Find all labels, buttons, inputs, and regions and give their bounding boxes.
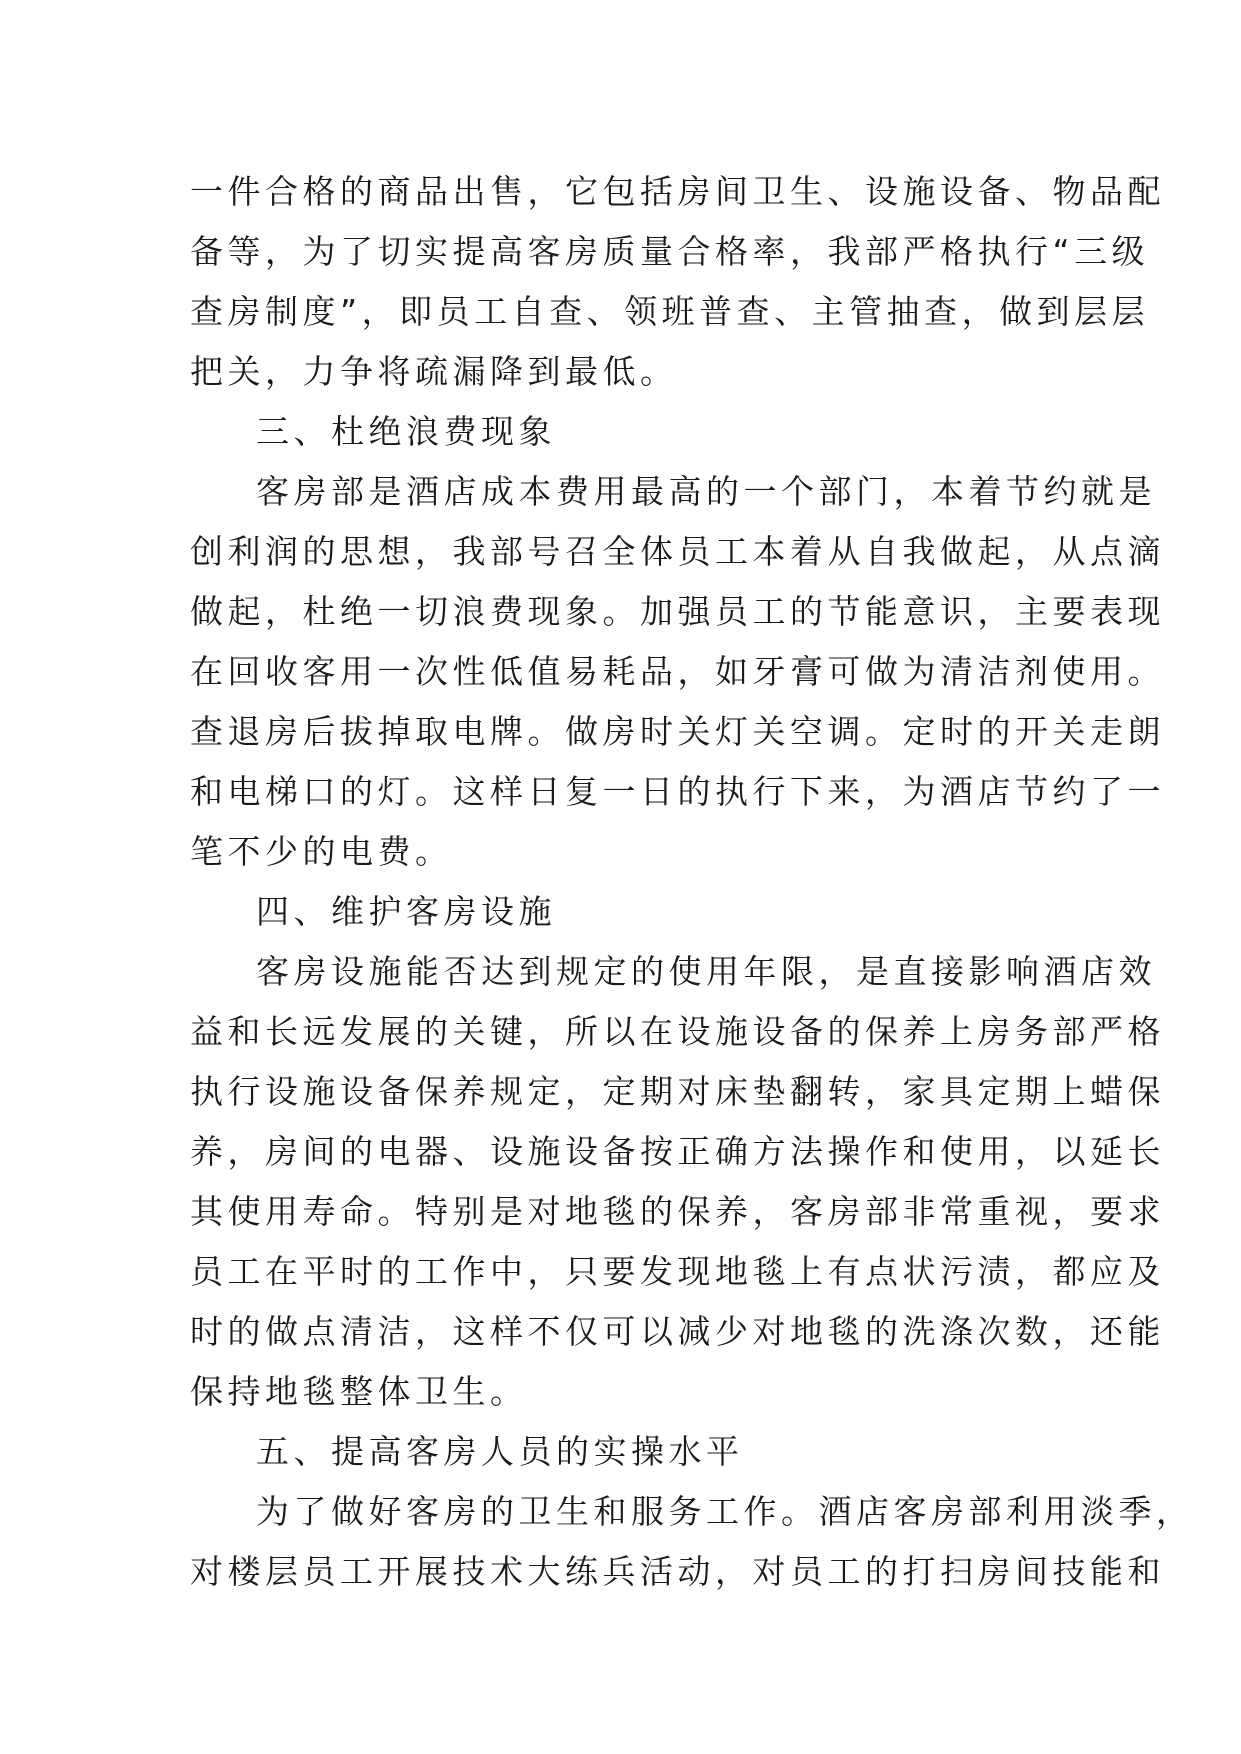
text-line: 客房设施能否达到规定的使用年限，是直接影响酒店效 (256, 952, 1156, 991)
text-line: 养，房间的电器、设施设备按正确方法操作和使用，以延长 (190, 1132, 1165, 1171)
text-line: 对楼层员工开展技术大练兵活动，对员工的打扫房间技能和 (190, 1552, 1165, 1591)
text-line: 执行设施设备保养规定，定期对床垫翻转，家具定期上蜡保 (190, 1072, 1165, 1111)
text-line: 在回收客用一次性低值易耗品，如牙膏可做为清洁剂使用。 (190, 652, 1165, 691)
text-line: 查退房后拔掉取电牌。做房时关灯关空调。定时的开关走朗 (190, 712, 1165, 751)
section-heading-3: 三、杜绝浪费现象 (256, 412, 556, 451)
text-line: 员工在平时的工作中，只要发现地毯上有点状污渍，都应及 (190, 1252, 1165, 1291)
text-line: 其使用寿命。特别是对地毯的保养，客房部非常重视，要求 (190, 1192, 1165, 1231)
text-line: 创利润的思想，我部号召全体员工本着从自我做起，从点滴 (190, 532, 1165, 571)
text-line: 把关，力争将疏漏降到最低。 (190, 352, 678, 391)
text-line: 一件合格的商品出售，它包括房间卫生、设施设备、物品配 (190, 172, 1165, 211)
text-line: 备等，为了切实提高客房质量合格率，我部严格执行“三级 (190, 232, 1150, 271)
text-line: 客房部是酒店成本费用最高的一个部门，本着节约就是 (256, 472, 1156, 511)
text-line: 笔不少的电费。 (190, 832, 453, 871)
text-line: 为了做好客房的卫生和服务工作。酒店客房部利用淡季， (256, 1492, 1194, 1531)
text-line: 保持地毯整体卫生。 (190, 1372, 528, 1411)
section-heading-4: 四、维护客房设施 (256, 892, 556, 931)
text-line: 益和长远发展的关键，所以在设施设备的保养上房务部严格 (190, 1012, 1165, 1051)
text-line: 做起，杜绝一切浪费现象。加强员工的节能意识，主要表现 (190, 592, 1165, 631)
text-line: 和电梯口的灯。这样日复一日的执行下来，为酒店节约了一 (190, 772, 1165, 811)
section-heading-5: 五、提高客房人员的实操水平 (256, 1432, 744, 1471)
text-line: 查房制度”，即员工自查、领班普查、主管抽查，做到层层 (190, 292, 1150, 331)
body-text (190, 162, 1194, 1602)
text-line: 时的做点清洁，这样不仅可以减少对地毯的洗涤次数，还能 (190, 1312, 1165, 1351)
